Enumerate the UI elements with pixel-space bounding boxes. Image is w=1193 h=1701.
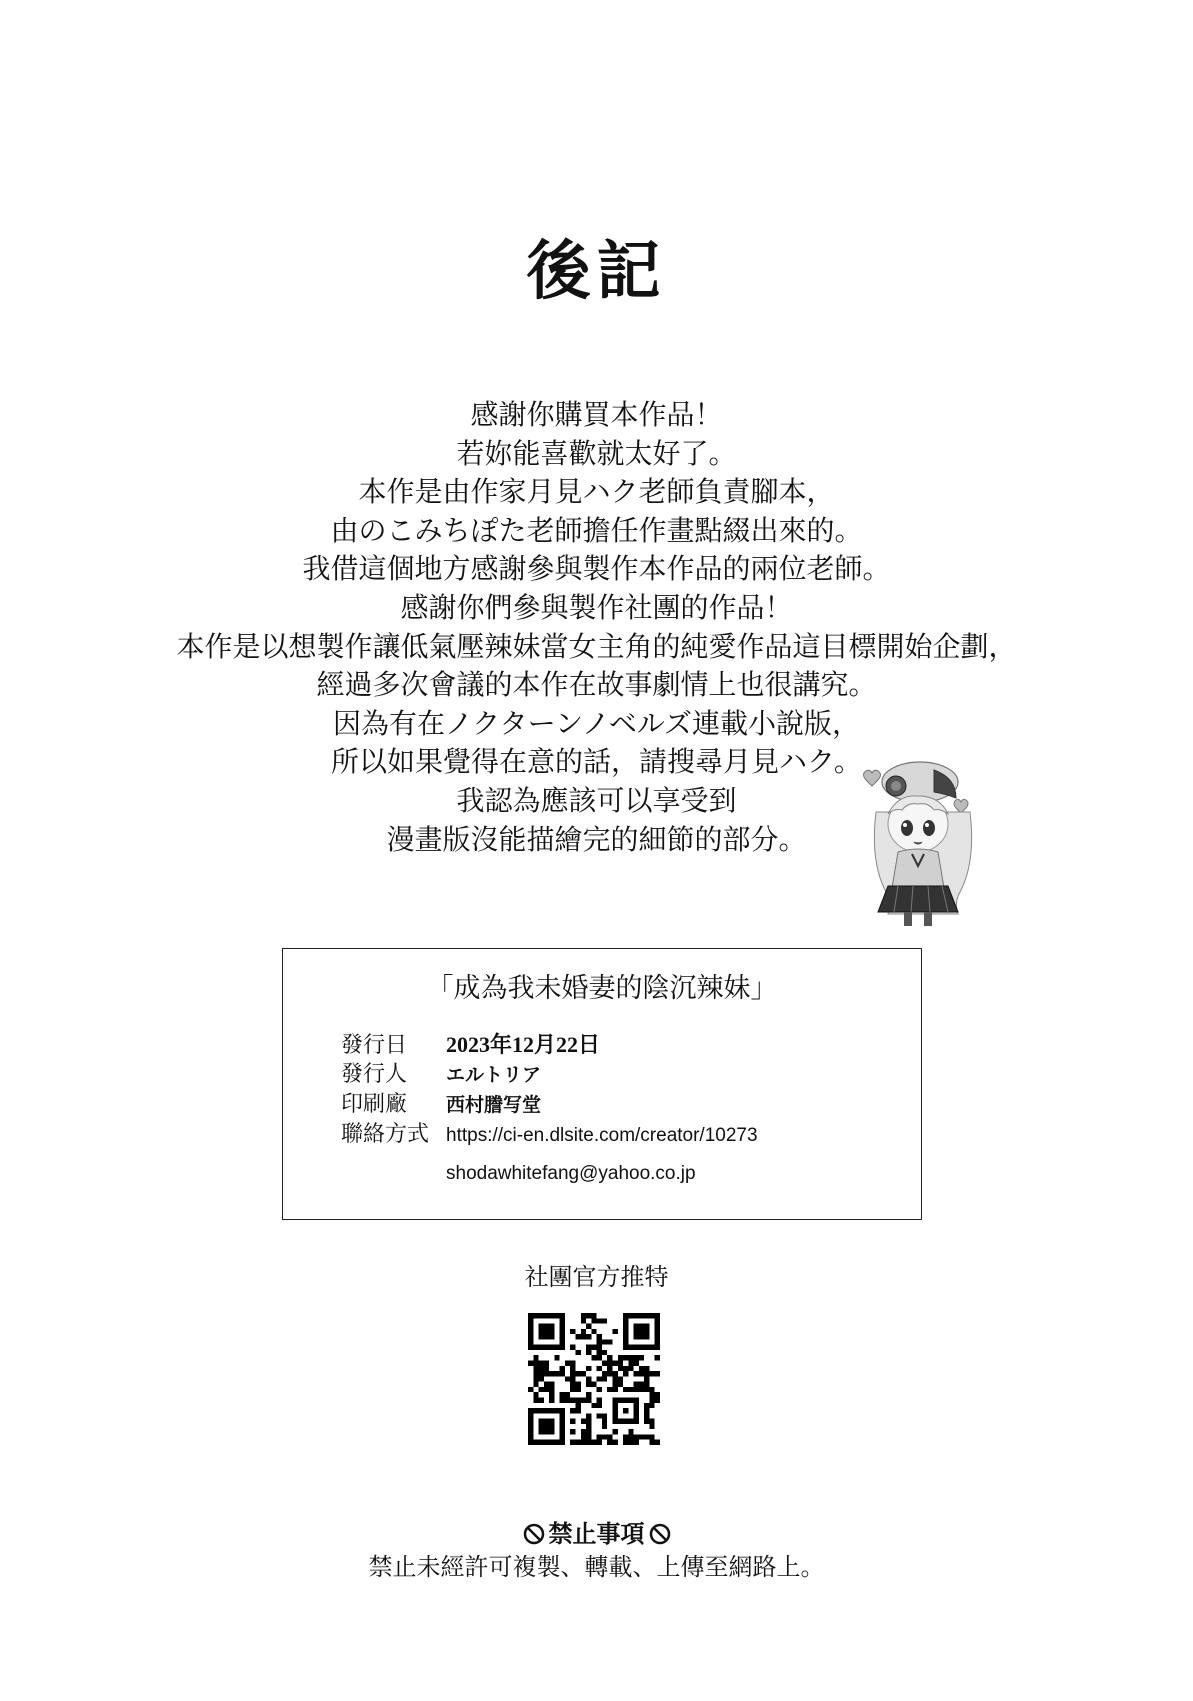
afterword-line: 經過多次會議的本作在故事劇情上也很講究。 xyxy=(316,668,877,702)
afterword-line: 我借這個地方感謝參與製作本作品的兩位老師。 xyxy=(302,552,891,586)
afterword-line: 感謝你們參與製作社團的作品！ xyxy=(400,590,793,624)
contact-row xyxy=(341,1121,758,1150)
prohibition-text: 禁止未經許可複製、轉載、上傳至網路上。 xyxy=(368,1553,825,1581)
afterword-line: 本作是以想製作讓低氣壓辣妹當女主角的純愛作品這目標開始企劃， xyxy=(176,629,1017,663)
prohibition-heading xyxy=(0,1518,1193,1550)
afterword-line: 本作是由作家月見ハク老師負責腳本， xyxy=(358,475,835,509)
afterword-line: 所以如果覺得在意的話，請搜尋月見ハク。 xyxy=(331,745,862,779)
afterword-line: 感謝你購買本作品！ xyxy=(470,398,723,431)
release-date-label: 發行日 xyxy=(341,1033,408,1058)
publisher-label: 發行人 xyxy=(341,1062,408,1087)
page-title: 後記 xyxy=(526,235,667,309)
publisher-row xyxy=(341,1061,541,1089)
prohibited-icon xyxy=(523,1523,545,1545)
afterword-line: 若妳能喜歡就太好了。 xyxy=(456,436,737,470)
release-date-row xyxy=(341,1031,600,1060)
chibi-character-illustration xyxy=(858,752,980,930)
twitter-label: 社團官方推特 xyxy=(524,1263,669,1291)
publisher-value: エルトリア xyxy=(446,1064,542,1086)
printer-value: 西村謄写堂 xyxy=(446,1094,542,1116)
contact-label: 聯絡方式 xyxy=(341,1122,430,1147)
colophon-box xyxy=(282,948,922,1220)
book-title: 「成為我未婚妻的陰沉辣妹」 xyxy=(426,973,778,1004)
afterword-line: 漫畫版沒能描繪完的細節的部分。 xyxy=(386,822,807,856)
printer-row xyxy=(341,1091,541,1119)
release-date-value: 2023年12月22日 xyxy=(446,1032,601,1057)
afterword-line: 我認為應該可以享受到 xyxy=(456,783,737,817)
prohibited-icon xyxy=(649,1523,671,1545)
prohibition-heading-text: 禁止事項 xyxy=(548,1520,645,1548)
printer-label: 印刷廠 xyxy=(341,1092,408,1117)
qr-code-icon[interactable] xyxy=(528,1313,660,1445)
afterword-text xyxy=(0,396,1193,859)
afterword-line: 因為有在ノクターンノベルズ連載小說版， xyxy=(333,706,860,740)
contact-url[interactable]: https://ci-en.dlsite.com/creator/10273 xyxy=(446,1125,758,1146)
contact-email[interactable]: shodawhitefang@yahoo.co.jp xyxy=(446,1163,696,1184)
afterword-line: 由のこみちぽた老師擔任作畫點綴出來的。 xyxy=(330,513,863,547)
